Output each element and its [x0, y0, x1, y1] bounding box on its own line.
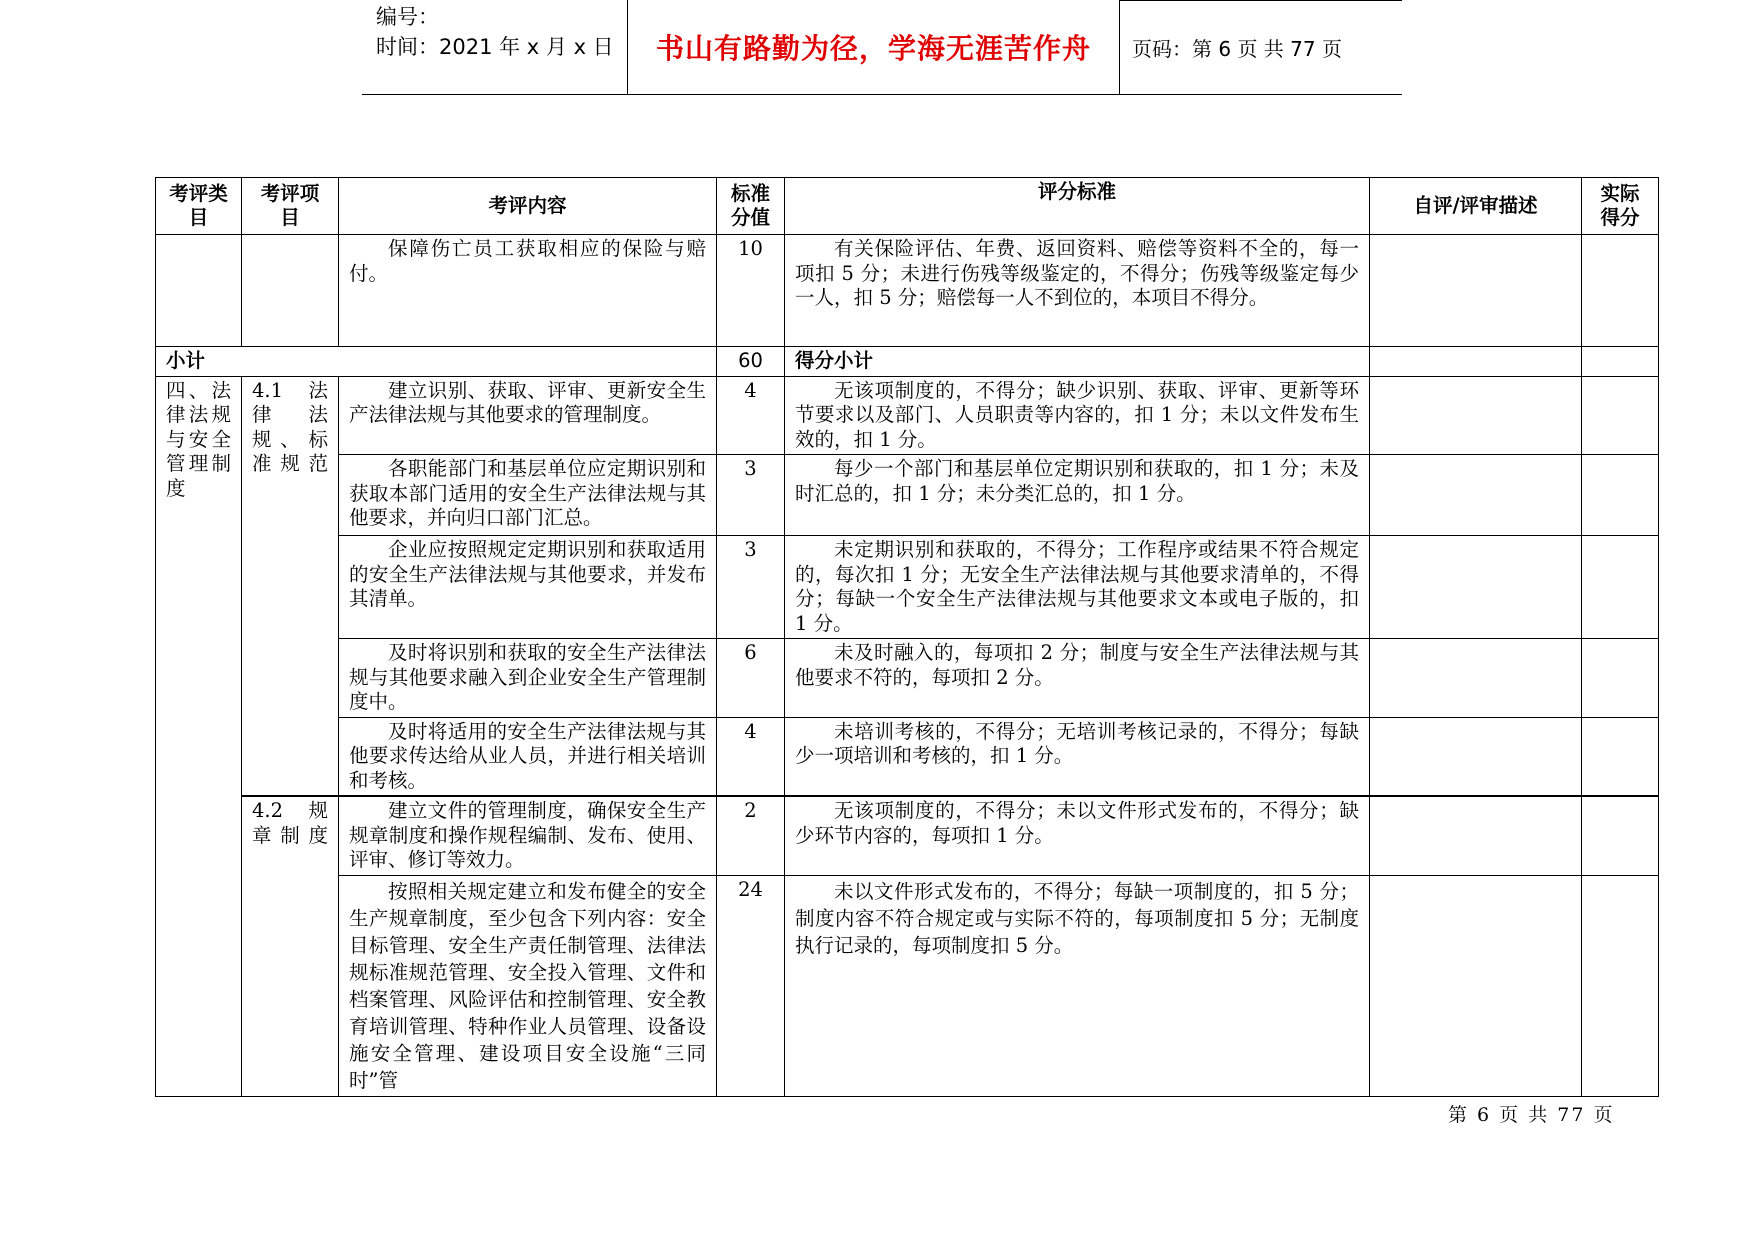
table-row [156, 639, 1659, 718]
cell-standard: 未以文件形式发布的，不得分；每缺一项制度的，扣 5 分；制度内容不符合规定或与实际不符的，每项制度扣 5 分；无制度执行记录的，每项制度扣 5 分。 [785, 875, 1370, 1096]
cell-description [1370, 717, 1582, 796]
cell-description [1370, 639, 1582, 718]
cell-score: 2 [717, 796, 785, 875]
cell-actual [1582, 347, 1659, 377]
cell-content: 企业应按照规定定期识别和获取适用的安全生产法律法规与其他要求，并发布其清单。 [339, 536, 717, 639]
table-row [156, 717, 1659, 796]
cell-score: 6 [717, 639, 785, 718]
cell-content: 及时将适用的安全生产法律法规与其他要求传达给从业人员，并进行相关培训和考核。 [339, 717, 717, 796]
cell-content: 按照相关规定建立和发布健全的安全生产规章制度，至少包含下列内容：安全目标管理、安全生产责任制管理、法律法规标准规范管理、安全投入管理、文件和档案管理、风险评估和控制管理、安全教育培训管理、特种作业人员管理、设备设施安全管理、建设项目安全设施“三同时”管 [339, 875, 717, 1096]
table-row [156, 875, 1659, 1096]
item-4-1: 4.1 法律法规、标准规范 [242, 376, 339, 796]
cell-description [1370, 455, 1582, 536]
cell-actual [1582, 796, 1659, 875]
cell-description [1370, 796, 1582, 875]
header-meta [362, 0, 628, 94]
header-top-rule [1120, 0, 1402, 1]
cell-score: 4 [717, 376, 785, 455]
header-page-label: 页码：第 6 页 共 77 页 [1132, 36, 1342, 61]
header-score: 标准分值 [717, 178, 785, 235]
time-label: 时间：2021 年 x 月 x 日 [376, 35, 614, 59]
cell-score: 3 [717, 455, 785, 536]
cell-standard: 有关保险评估、年费、返回资料、赔偿等资料不全的，每一项扣 5 分；未进行伤残等级鉴定的，不得分；伤残等级鉴定每少一人，扣 5 分；赔偿每一人不到位的，本项目不得分。 [785, 235, 1370, 347]
subtotal-value: 60 [717, 347, 785, 377]
item-4-2: 4.2 规章制度 [242, 796, 339, 1096]
evaluation-table [155, 177, 1659, 1097]
header-description: 自评/评审描述 [1370, 178, 1582, 235]
cell-actual [1582, 717, 1659, 796]
category-4: 四、法律法规与安全管理制度 [156, 376, 242, 1096]
cell-actual [1582, 455, 1659, 536]
cell-actual [1582, 235, 1659, 347]
cell-standard: 未定期识别和获取的，不得分；工作程序或结果不符合规定的，每次扣 1 分；无安全生产法律法规与其他要求清单的，不得分；每缺一个安全生产法律法规与其他要求文本或电子版的，扣 1 分。 [785, 536, 1370, 639]
subtotal-label: 小计 [156, 347, 717, 377]
cell-content: 各职能部门和基层单位应定期识别和获取本部门适用的安全生产法律法规与其他要求，并向归口部门汇总。 [339, 455, 717, 536]
table-row [156, 536, 1659, 639]
header-category: 考评类目 [156, 178, 242, 235]
header-standard: 评分标准 [785, 178, 1370, 235]
cell-description [1370, 235, 1582, 347]
subtotal-standard: 得分小计 [785, 347, 1370, 377]
cell-category [156, 235, 242, 347]
page-footer: 第 6 页 共 77 页 [1448, 1104, 1615, 1126]
cell-item [242, 235, 339, 347]
cell-content: 保障伤亡员工获取相应的保险与赔付。 [339, 235, 717, 347]
header-content: 考评内容 [339, 178, 717, 235]
cell-actual [1582, 875, 1659, 1096]
page-header [362, 0, 1402, 95]
cell-standard: 无该项制度的，不得分；未以文件形式发布的，不得分；缺少环节内容的，每项扣 1 分。 [785, 796, 1370, 875]
cell-actual [1582, 639, 1659, 718]
cell-description [1370, 376, 1582, 455]
table-row [156, 235, 1659, 347]
table-row [156, 376, 1659, 455]
cell-content: 建立识别、获取、评审、更新安全生产法律法规与其他要求的管理制度。 [339, 376, 717, 455]
cell-score: 4 [717, 717, 785, 796]
cell-standard: 未培训考核的，不得分；无培训考核记录的，不得分；每缺少一项培训和考核的，扣 1 分。 [785, 717, 1370, 796]
cell-standard: 未及时融入的，每项扣 2 分；制度与安全生产法律法规与其他要求不符的，每项扣 2 分。 [785, 639, 1370, 718]
number-label: 编号： [376, 5, 439, 29]
cell-score: 24 [717, 875, 785, 1096]
table-row [156, 455, 1659, 536]
cell-score: 3 [717, 536, 785, 639]
header-motto: 书山有路勤为径，学海无涯苦作舟 [628, 0, 1120, 94]
cell-description [1370, 347, 1582, 377]
cell-actual [1582, 536, 1659, 639]
cell-content: 建立文件的管理制度，确保安全生产规章制度和操作规程编制、发布、使用、评审、修订等效力。 [339, 796, 717, 875]
cell-description [1370, 875, 1582, 1096]
header-item: 考评项目 [242, 178, 339, 235]
table-row [156, 796, 1659, 875]
header-actual: 实际得分 [1582, 178, 1659, 235]
cell-description [1370, 536, 1582, 639]
table-header-row [156, 178, 1659, 235]
cell-actual [1582, 376, 1659, 455]
cell-standard: 无该项制度的，不得分；缺少识别、获取、评审、更新等环节要求以及部门、人员职责等内容的，扣 1 分；未以文件发布生效的，扣 1 分。 [785, 376, 1370, 455]
cell-score: 10 [717, 235, 785, 347]
cell-content: 及时将识别和获取的安全生产法律法规与其他要求融入到企业安全生产管理制度中。 [339, 639, 717, 718]
cell-standard: 每少一个部门和基层单位定期识别和获取的，扣 1 分；未及时汇总的，扣 1 分；未分类汇总的，扣 1 分。 [785, 455, 1370, 536]
subtotal-row [156, 347, 1659, 377]
